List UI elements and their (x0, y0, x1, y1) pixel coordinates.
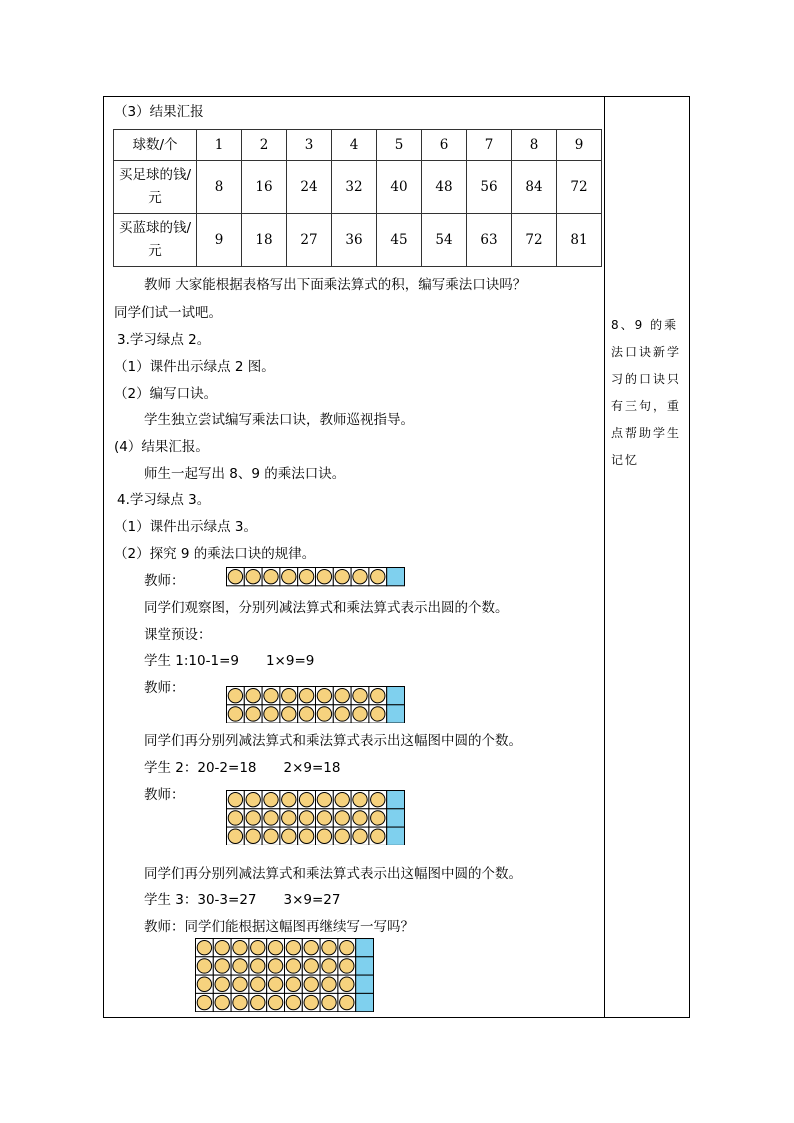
dot-circle (215, 940, 229, 954)
grid-cell (387, 687, 405, 705)
section-title: （3）结果汇报 (114, 104, 204, 120)
dot-circle (371, 707, 385, 721)
dot-circle (228, 569, 242, 583)
dot-circle (228, 811, 242, 825)
dot-circle (282, 688, 296, 702)
dot-circle (335, 811, 349, 825)
table-row (114, 214, 602, 267)
dot-circle (268, 995, 282, 1009)
paragraph-line: 学生 3：30-3=27 3×9=27 (144, 892, 341, 908)
grid-cell (356, 957, 374, 975)
dot-circle (268, 977, 282, 991)
dot-circle (322, 977, 336, 991)
price-table (113, 129, 602, 267)
paragraph-line: 教师： (144, 573, 185, 589)
dot-circle (304, 959, 318, 973)
table-row (114, 130, 602, 161)
paragraph-line: 课堂预设： (144, 627, 212, 643)
paragraph-line: 教师：同学们能根据这幅图再继续写一写吗？ (144, 919, 414, 935)
dot-circle (340, 959, 354, 973)
grid-cell (387, 791, 405, 809)
table-cell: 9 (557, 130, 602, 161)
dot-circle (371, 811, 385, 825)
dot-circle (246, 792, 260, 806)
dot-circle (317, 569, 331, 583)
paragraph-line: （1）课件出示绿点 3。 (114, 519, 257, 535)
dot-circle (304, 940, 318, 954)
table-cell: 7 (467, 130, 512, 161)
grid-cell (387, 568, 405, 586)
paragraph-line: 教师 大家能根据表格写出下面乘法算式的积，编写乘法口诀吗？ (144, 277, 527, 293)
dot-circle (246, 707, 260, 721)
table-cell: 9 (197, 214, 242, 267)
table-cell: 48 (422, 161, 467, 214)
dot-circle (371, 569, 385, 583)
dot-circle (246, 688, 260, 702)
dot-circle (353, 811, 367, 825)
table-cell: 27 (287, 214, 332, 267)
dot-circle (233, 940, 247, 954)
dot-circle (246, 569, 260, 583)
table-cell: 84 (512, 161, 557, 214)
dot-circle (335, 569, 349, 583)
table-cell: 32 (332, 161, 377, 214)
dot-circle (268, 940, 282, 954)
dot-circle (322, 959, 336, 973)
dot-circle (264, 811, 278, 825)
table-cell: 8 (197, 161, 242, 214)
grid-cell (356, 975, 374, 993)
row-label: 买足球的钱/元 (114, 161, 197, 214)
table-cell: 72 (512, 214, 557, 267)
side-note: 8、9 的乘法口诀新学习的口诀只有三句，重点帮助学生记忆 (611, 318, 682, 467)
step-heading: 3.学习绿点 2。 (117, 332, 211, 348)
dot-circle (340, 940, 354, 954)
table-cell: 3 (287, 130, 332, 161)
dot-circle (233, 977, 247, 991)
dot-circle (215, 959, 229, 973)
dot-circle (233, 959, 247, 973)
dot-circle (317, 829, 331, 843)
dot-circle (264, 829, 278, 843)
table-row (114, 161, 602, 214)
grid-cell (387, 809, 405, 827)
dot-circle (335, 792, 349, 806)
dot-circle (282, 792, 296, 806)
dot-circle (304, 977, 318, 991)
paragraph-line: 同学们再分别列减法算式和乘法算式表示出这幅图中圆的个数。 (144, 733, 522, 749)
table-cell: 36 (332, 214, 377, 267)
dot-circle (286, 940, 300, 954)
paragraph-line: 教师： (144, 787, 185, 803)
dot-circle (299, 829, 313, 843)
dot-circle (264, 688, 278, 702)
table-cell: 4 (332, 130, 377, 161)
dot-circle (264, 569, 278, 583)
dot-circle (282, 829, 296, 843)
dot-circle (251, 977, 265, 991)
dot-circle (228, 829, 242, 843)
dot-circle (353, 569, 367, 583)
dot-circle (228, 792, 242, 806)
dot-grid-3 (226, 790, 406, 845)
table-cell: 45 (377, 214, 422, 267)
dot-circle (251, 995, 265, 1009)
dot-circle (215, 995, 229, 1009)
grid-cell (356, 939, 374, 957)
dot-circle (322, 995, 336, 1009)
dot-circle (371, 688, 385, 702)
dot-circle (317, 688, 331, 702)
dot-circle (371, 792, 385, 806)
table-cell: 16 (242, 161, 287, 214)
dot-circle (340, 977, 354, 991)
dot-circle (282, 811, 296, 825)
dot-circle (286, 977, 300, 991)
dot-circle (299, 811, 313, 825)
dot-grid-1 (226, 567, 406, 587)
dot-circle (299, 569, 313, 583)
table-cell: 1 (197, 130, 242, 161)
dot-circle (228, 688, 242, 702)
paragraph-line: 同学们观察图，分别列减法算式和乘法算式表示出圆的个数。 (144, 600, 509, 616)
dot-circle (282, 707, 296, 721)
dot-circle (353, 829, 367, 843)
table-cell: 72 (557, 161, 602, 214)
dot-circle (304, 995, 318, 1009)
dot-circle (299, 688, 313, 702)
dot-circle (233, 995, 247, 1009)
dot-circle (264, 707, 278, 721)
paragraph-line: （2）探究 9 的乘法口诀的规律。 (114, 546, 316, 562)
dot-circle (246, 811, 260, 825)
table-cell: 6 (422, 130, 467, 161)
dot-circle (197, 959, 211, 973)
dot-circle (335, 688, 349, 702)
paragraph-line: （2）编写口诀。 (114, 386, 218, 402)
dot-circle (268, 959, 282, 973)
dot-circle (197, 995, 211, 1009)
paragraph-line: 学生独立尝试编写乘法口诀，教师巡视指导。 (144, 412, 414, 428)
dot-circle (286, 959, 300, 973)
dot-circle (353, 792, 367, 806)
dot-grid-2 (226, 686, 406, 723)
dot-circle (251, 940, 265, 954)
paragraph-line: 师生一起写出 8、9 的乘法口诀。 (144, 466, 346, 482)
table-cell: 40 (377, 161, 422, 214)
table-cell: 54 (422, 214, 467, 267)
row-label: 球数/个 (114, 130, 197, 161)
dot-circle (215, 977, 229, 991)
grid-cell (387, 705, 405, 723)
dot-circle (299, 707, 313, 721)
table-cell: 56 (467, 161, 512, 214)
table-cell: 8 (512, 130, 557, 161)
column-divider (604, 96, 605, 1018)
dot-circle (317, 792, 331, 806)
dot-circle (251, 959, 265, 973)
dot-circle (335, 829, 349, 843)
dot-circle (282, 569, 296, 583)
paragraph-line: 教师： (144, 680, 185, 696)
dot-circle (371, 829, 385, 843)
dot-circle (299, 792, 313, 806)
dot-circle (197, 940, 211, 954)
table-cell: 81 (557, 214, 602, 267)
paragraph-line: 学生 1:10-1=9 1×9=9 (144, 653, 315, 669)
table-cell: 63 (467, 214, 512, 267)
dot-circle (353, 688, 367, 702)
dot-circle (197, 977, 211, 991)
dot-circle (246, 829, 260, 843)
dot-circle (317, 707, 331, 721)
dot-circle (317, 811, 331, 825)
table-cell: 24 (287, 161, 332, 214)
table-cell: 5 (377, 130, 422, 161)
table-cell: 18 (242, 214, 287, 267)
dot-circle (322, 940, 336, 954)
step-heading: 4.学习绿点 3。 (117, 492, 211, 508)
paragraph-line: （1）课件出示绿点 2 图。 (114, 359, 275, 375)
dot-circle (264, 792, 278, 806)
dot-circle (353, 707, 367, 721)
paragraph-line: 同学们试一试吧。 (114, 305, 222, 321)
grid-cell (356, 993, 374, 1011)
dot-circle (286, 995, 300, 1009)
paragraph-line: 同学们再分别列减法算式和乘法算式表示出这幅图中圆的个数。 (144, 866, 522, 882)
grid-cell (387, 827, 405, 845)
table-cell: 2 (242, 130, 287, 161)
dot-circle (335, 707, 349, 721)
dot-circle (228, 707, 242, 721)
paragraph-line: 学生 2：20-2=18 2×9=18 (144, 760, 341, 776)
paragraph-line: (4）结果汇报。 (114, 439, 209, 455)
dot-grid-4 (195, 938, 375, 1012)
row-label: 买蓝球的钱/元 (114, 214, 197, 267)
dot-circle (340, 995, 354, 1009)
